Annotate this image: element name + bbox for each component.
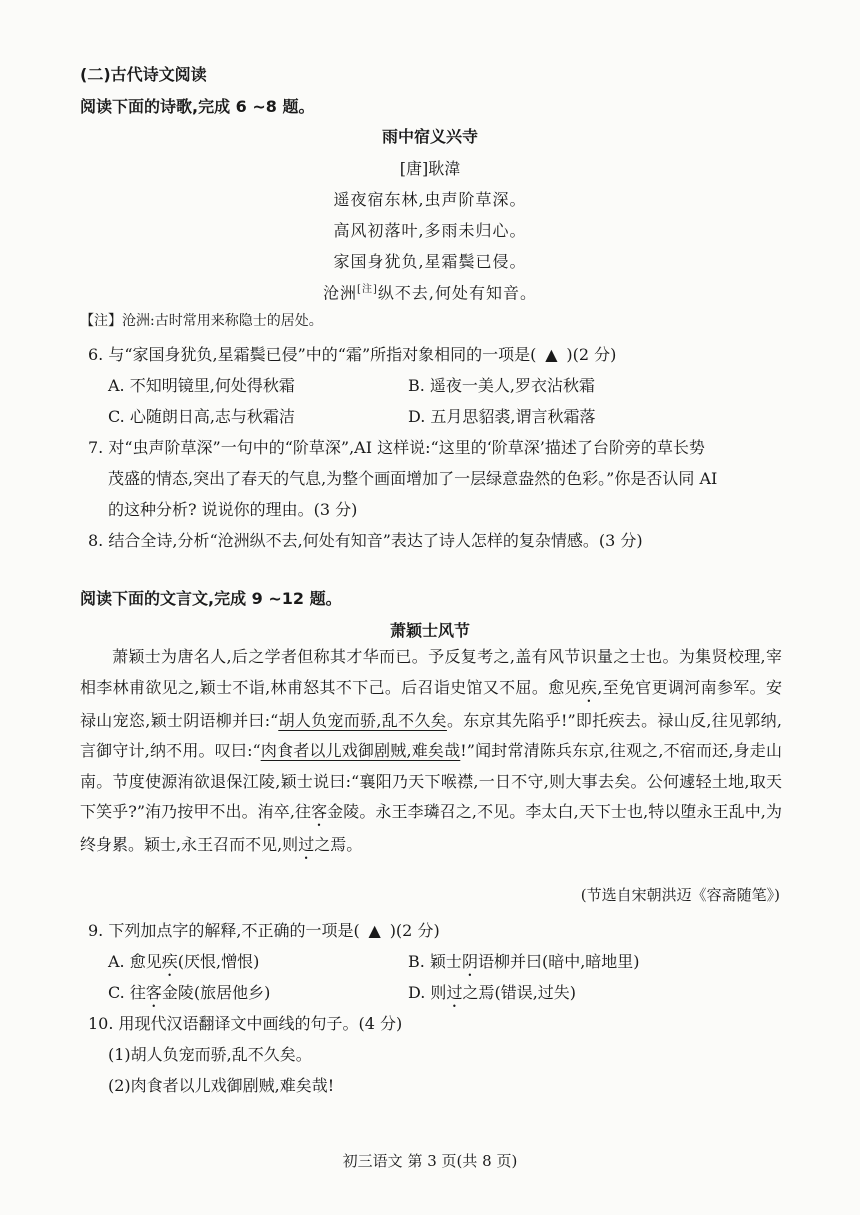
dotted-char: 阴 xyxy=(183,710,200,730)
prose-passage xyxy=(80,642,782,863)
q9-score: )(2 分) xyxy=(389,921,440,940)
answer-mark: ▲ xyxy=(545,345,558,364)
q6-option-a: A. 不知明镜里,何处得秋霜 xyxy=(108,376,295,395)
passage-text-1: 萧颖士为唐名人,后之学者但称其才华而已。予反复考之,盖有风节识量之士也。为集贤校理,宰相李林甫欲见之,颖士不诣,林甫怒其不下己。后召诣史馆又不屈。 xyxy=(80,647,782,697)
poem-title: 雨中宿义兴寺 xyxy=(381,127,478,146)
q6-option-d: D. 五月思貂裘,谓言秋霜落 xyxy=(408,407,596,426)
passage-text-4: 语柳并曰:“ xyxy=(199,710,279,730)
q9-option-a xyxy=(108,949,259,980)
poem-line-4-rest: 纵不去,何处有知音。 xyxy=(377,283,537,303)
underlined-sentence-1: 胡人负宠而骄,乱不久矣 xyxy=(278,710,447,730)
passage-text-8: 之焉。 xyxy=(314,835,363,854)
question-9-stem xyxy=(88,918,440,941)
opt-text: 之焉(错误,过失) xyxy=(462,983,577,1002)
dotted-char: 阴 xyxy=(461,952,478,971)
dotted-char: 过 xyxy=(298,835,315,854)
poem-line-2: 高风初落叶,多雨未归心。 xyxy=(333,221,527,240)
q6-option-b: B. 遥夜一美人,罗衣沾秋霜 xyxy=(408,376,596,395)
q9-stem-text: 9. 下列加点字的解释,不正确的一项是( xyxy=(88,921,360,940)
q6-option-c: C. 心随朗日高,志与秋霜洁 xyxy=(108,407,295,426)
section-title: (二)古代诗文阅读 xyxy=(80,65,207,84)
poem-line-3: 家国身犹负,星霜鬓已侵。 xyxy=(333,252,527,271)
question-10: 10. 用现代汉语翻译文中画线的句子。(4 分) xyxy=(88,1014,403,1033)
passage-text-2: 愈见 xyxy=(548,677,581,697)
prose-instruction: 阅读下面的文言文,完成 9 ~12 题。 xyxy=(80,589,342,608)
poem-line-4-prefix: 沧洲 xyxy=(323,283,358,303)
poem-author: [唐]耿湋 xyxy=(399,159,461,178)
question-7-line-1: 7. 对“虫声阶草深”一句中的“阶草深”,AI 这样说:“这里的‘阶草深’描述了台阶旁的草长势 xyxy=(88,438,705,457)
opt-text: D. 则 xyxy=(408,983,447,1002)
q9-option-b xyxy=(408,949,640,980)
note-marker: [注] xyxy=(357,284,378,295)
question-7-line-2: 茂盛的情态,突出了春天的气息,为整个画面增加了一层绿意盎然的色彩。”你是否认同 AI xyxy=(108,469,718,488)
opt-text: A. 愈见 xyxy=(108,952,162,971)
dotted-char: 客 xyxy=(145,983,162,1002)
q10-sentence-2: (2)肉食者以儿戏御剧贼,难矣哉! xyxy=(108,1076,335,1095)
dotted-char: 过 xyxy=(446,983,463,1002)
q6-stem-text: 6. 与“家国身犹负,星霜鬓已侵”中的“霜”所指对象相同的一项是( xyxy=(88,345,537,364)
question-7-line-3: 的这种分析? 说说你的理由。(3 分) xyxy=(108,500,358,519)
opt-text: 金陵(旅居他乡) xyxy=(161,983,271,1002)
underlined-sentence-2: 肉食者以儿戏御剧贼,难矣哉 xyxy=(260,741,461,760)
passage-text-3: ,至免官更调河南参军。安禄山宠恣,颖士 xyxy=(80,677,782,730)
opt-text: C. 往 xyxy=(108,983,146,1002)
q6-score: )(2 分) xyxy=(566,345,617,364)
q10-sentence-1: (1)胡人负宠而骄,乱不久矣。 xyxy=(108,1045,312,1064)
question-6-stem xyxy=(88,342,616,365)
passage-text-6: !”闻封常清陈兵东京,往观之,不宿而还,身走山南。节度使源洧欲退保江陵,颖士说曰:“襄阳乃天下喉襟,一日不守,则大事去矣。公何遽轻土地,取天下笑乎?”洧乃按甲不出。洧卒,往 xyxy=(80,741,782,821)
answer-mark: ▲ xyxy=(368,921,381,940)
dotted-char: 疾 xyxy=(161,952,178,971)
passage-text-5: 。东京其先陷乎!”即托疾去。禄山反,往见郭纳,言御守计,纳不用。叹曰:“ xyxy=(80,710,782,760)
prose-title: 萧颖士风节 xyxy=(389,621,470,640)
poem-instruction: 阅读下面的诗歌,完成 6 ~8 题。 xyxy=(80,97,315,116)
dotted-char: 疾 xyxy=(580,677,598,697)
poem-line-1: 遥夜宿东林,虫声阶草深。 xyxy=(333,190,527,209)
poem-note: 【注】沧洲:古时常用来称隐士的居处。 xyxy=(80,313,323,329)
q9-option-d xyxy=(408,980,576,1011)
opt-text: B. 颖士 xyxy=(408,952,462,971)
passage-text-7: 金陵。永王李璘召之,不见。李太白,天下士也,特以堕永王乱中,为终身累。颖士,永王召而不见,则 xyxy=(80,802,782,854)
passage-source: (节选自宋朝洪迈《容斋随笔》) xyxy=(580,886,780,904)
question-8: 8. 结合全诗,分析“沧洲纵不去,何处有知音”表达了诗人怎样的复杂情感。(3 分) xyxy=(88,531,643,550)
q9-option-c xyxy=(108,980,270,1011)
dotted-char: 客 xyxy=(311,802,328,821)
opt-text: (厌恨,憎恨) xyxy=(177,952,260,971)
page-footer: 初三语文 第 3 页(共 8 页) xyxy=(342,1152,518,1170)
opt-text: 语柳并曰(暗中,暗地里) xyxy=(477,952,640,971)
poem-line-4 xyxy=(0,280,860,303)
